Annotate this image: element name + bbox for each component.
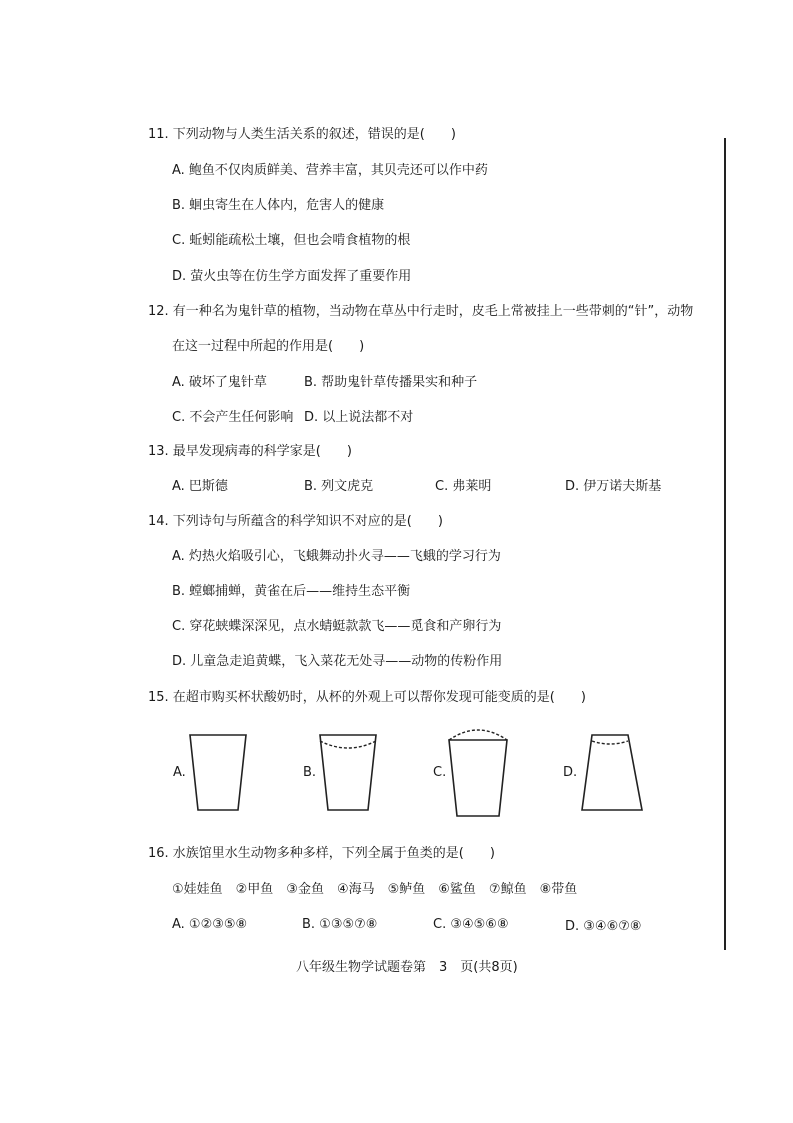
question-16-option-b: B. ①③⑤⑦⑧ — [302, 917, 378, 932]
question-13-option-d: D. 伊万诺夫斯基 — [565, 479, 662, 494]
question-13-option-a: A. 巴斯德 — [172, 479, 228, 494]
question-14-option-b: B. 螳螂捕蝉，黄雀在后——维持生态平衡 — [172, 584, 411, 599]
question-15-option-a-label: A. — [173, 765, 186, 780]
question-13-stem: 13. 最早发现病毒的科学家是( ) — [148, 444, 352, 459]
question-13-option-c: C. 弗莱明 — [435, 479, 492, 494]
question-12-option-b: B. 帮助鬼针草传播果实和种子 — [304, 375, 478, 390]
question-16-option-a: A. ①②③⑤⑧ — [172, 917, 248, 932]
question-11-stem: 11. 下列动物与人类生活关系的叙述，错误的是( ) — [148, 127, 456, 142]
question-11-option-c: C. 蚯蚓能疏松土壤，但也会啃食植物的根 — [172, 233, 411, 248]
question-14-option-a: A. 灼热火焰吸引心，飞蛾舞动扑火寻——飞蛾的学习行为 — [172, 549, 501, 564]
question-16-option-d: D. ③④⑥⑦⑧ — [565, 919, 642, 934]
cup-concave-lid-icon — [318, 733, 380, 813]
question-15-option-b-label: B. — [303, 765, 317, 780]
question-14-option-c: C. 穿花蛱蝶深深见，点水蜻蜓款款飞——觅食和产卵行为 — [172, 619, 502, 634]
question-11-option-d: D. 萤火虫等在仿生学方面发挥了重要作用 — [172, 269, 412, 284]
question-11-option-b: B. 蛔虫寄生在人体内，危害人的健康 — [172, 198, 385, 213]
question-14-option-d: D. 儿童急走追黄蝶，飞入菜花无处寻——动物的传粉作用 — [172, 654, 503, 669]
question-12-option-a: A. 破坏了鬼针草 — [172, 375, 267, 390]
question-11-option-a: A. 鲍鱼不仅肉质鲜美、营养丰富，其贝壳还可以作中药 — [172, 163, 488, 178]
question-14-stem: 14. 下列诗句与所蕴含的科学知识不对应的是( ) — [148, 514, 443, 529]
cup-bulging-lid-icon — [447, 726, 511, 818]
margin-rule — [724, 138, 726, 950]
page-footer: 八年级生物学试题卷第 3 页(共8页) — [296, 960, 518, 975]
question-12-stem-line2: 在这一过程中所起的作用是( ) — [172, 339, 365, 354]
cup-normal-icon — [188, 733, 250, 813]
question-16-items: ①娃娃鱼 ②甲鱼 ③金鱼 ④海马 ⑤鲈鱼 ⑥鲨鱼 ⑦鲸鱼 ⑧带鱼 — [172, 882, 578, 897]
question-12-option-d: D. 以上说法都不对 — [304, 410, 414, 425]
cup-inverted-icon — [580, 733, 646, 813]
question-12-stem-line1: 12. 有一种名为鬼针草的植物，当动物在草丛中行走时，皮毛上常被挂上一些带刺的“针”，动物 — [148, 304, 694, 319]
question-12-option-c: C. 不会产生任何影响 — [172, 410, 294, 425]
question-13-option-b: B. 列文虎克 — [304, 479, 374, 494]
question-15-option-d-label: D. — [563, 765, 578, 780]
question-16-stem: 16. 水族馆里水生动物多种多样，下列全属于鱼类的是( ) — [148, 846, 495, 861]
question-15-option-c-label: C. — [433, 765, 447, 780]
question-16-option-c: C. ③④⑤⑥⑧ — [433, 917, 509, 932]
question-15-stem: 15. 在超市购买杯状酸奶时，从杯的外观上可以帮你发现可能变质的是( ) — [148, 690, 586, 705]
